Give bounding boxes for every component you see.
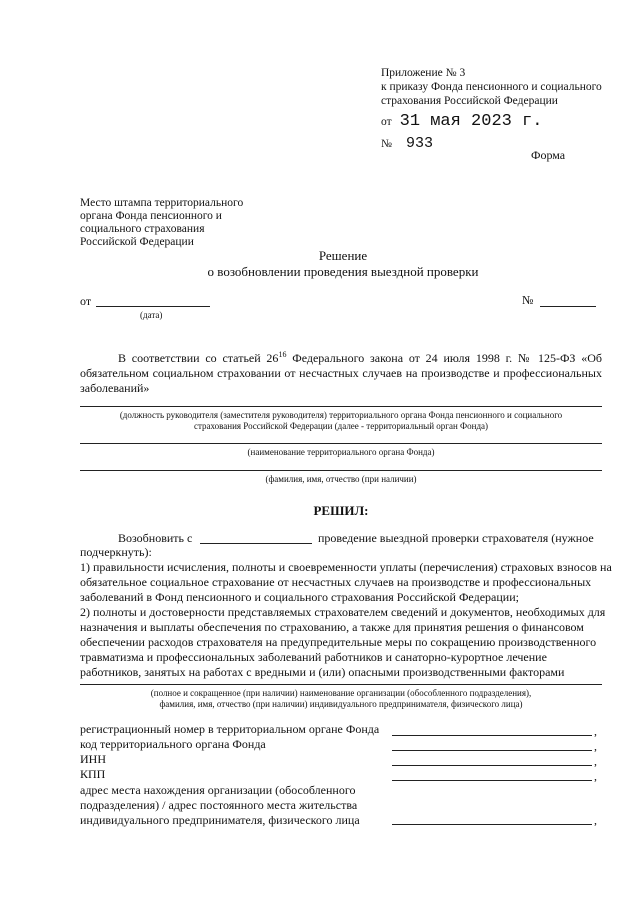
preamble-rest: Федерального закона от 24 июля 1998 г. № 125-ФЗ «Об обязательном социальном страховании от несчастных случаев на производстве и профессиональных заболеваний» [80,351,602,395]
resume-line-2: подчеркнуть): [80,545,152,559]
address-label-line-2: подразделения) / адрес постоянного места жительства [80,798,358,812]
address-comma: , [594,813,597,827]
order-date-value: 31 мая 2023 г. [399,112,543,131]
field-label-kpp: КПП [80,767,106,781]
kpp-input-line[interactable] [392,780,592,781]
preamble [80,347,602,396]
stamp-line-3: социального страхования [80,223,205,235]
item2-line-5: работников, занятых на работах с вредными и (или) опасными производственными факторами [80,665,565,679]
form-label: Форма [531,148,566,162]
fund-name-input-line[interactable] [80,443,602,444]
resume-suffix: проведение выездной проверки страхователя (нужное [318,531,594,545]
fund-name-caption: (наименование территориального органа Фонда) [247,447,435,457]
fio-caption: (фамилия, имя, отчество (при наличии) [265,474,417,484]
fund-code-comma: , [594,739,597,753]
from-label: от [80,294,92,308]
stamp-line-2: органа Фонда пенсионного и [80,210,222,222]
item1-line-1: 1) правильности исчисления, полноты и своевременности уплаты (перечисления) страховых взносов на [80,560,612,574]
order-number-prefix: № [381,138,392,150]
organization-caption-1: (полное и сокращенное (при наличии) наименование организации (обособленного подразделения), [150,688,532,698]
date-caption: (дата) [140,310,163,320]
field-label-fund-code: код территориального органа Фонда [80,737,266,751]
number-input-line[interactable] [540,306,596,307]
item1-line-2: обязательное социальное страхование от несчастных случаев на производстве и профессиональных [80,575,592,589]
order-date [381,112,542,131]
kpp-comma: , [594,769,597,783]
order-number-value: 933 [405,135,433,152]
appendix-line-1: Приложение № 3 [381,67,466,79]
position-caption-2: страхования Российской Федерации (далее - территориальный орган Фонда) [193,421,489,431]
document-title: Решение [318,248,368,263]
organization-input-line[interactable] [80,684,602,685]
fio-input-line[interactable] [80,470,602,471]
preamble-superscript: 16 [278,350,287,359]
reg-number-input-line[interactable] [392,735,592,736]
number-label: № [522,293,534,307]
date-input-line[interactable] [96,306,210,307]
item2-line-3: обеспечении расходов страхователя на предупредительные меры по сокращению производственного [80,635,597,649]
field-label-reg-number: регистрационный номер в территориальном органе Фонда [80,722,380,736]
address-label-line-1: адрес места нахождения организации (обособленного [80,783,356,797]
address-input-line[interactable] [392,824,592,825]
field-label-inn: ИНН [80,752,106,766]
decided-heading: РЕШИЛ: [313,503,369,518]
address-label-line-3: индивидуального предпринимателя, физического лица [80,813,360,827]
item2-line-1: 2) полноты и достоверности представляемых страхователем сведений и документов, необходимых для [80,605,606,619]
appendix-line-2: к приказу Фонда пенсионного и социального [381,81,602,93]
position-caption-1: (должность руководителя (заместителя руководителя) территориального органа Фонда пенсионного и социального [119,410,563,420]
preamble-lead: В соответствии со статьей 26 [118,351,279,365]
item2-line-4: травматизма и профессиональных заболеваний работников и санаторно-курортное лечение [80,650,547,664]
reg-number-comma: , [594,724,597,738]
order-number [381,134,433,152]
fund-code-input-line[interactable] [392,750,592,751]
resume-prefix: Возобновить с [118,531,193,545]
organization-caption-2: фамилия, имя, отчество (при наличии) индивидуального предпринимателя, физического лица) [159,699,523,709]
item2-line-2: назначения и выплаты обеспечения по страхованию, а также для принятия решения о финансовом [80,620,584,634]
item1-line-3: заболеваний в Фонд пенсионного и социального страхования Российской Федерации; [80,590,519,604]
appendix-line-3: страхования Российской Федерации [381,95,558,107]
document-subtitle: о возобновлении проведения выездной проверки [207,264,479,279]
order-date-prefix: от [381,116,392,128]
stamp-line-4: Российской Федерации [80,236,194,248]
resume-date-input-line[interactable] [200,543,312,544]
position-input-line[interactable] [80,406,602,407]
inn-comma: , [594,754,597,768]
inn-input-line[interactable] [392,765,592,766]
stamp-line-1: Место штампа территориального [80,197,244,209]
